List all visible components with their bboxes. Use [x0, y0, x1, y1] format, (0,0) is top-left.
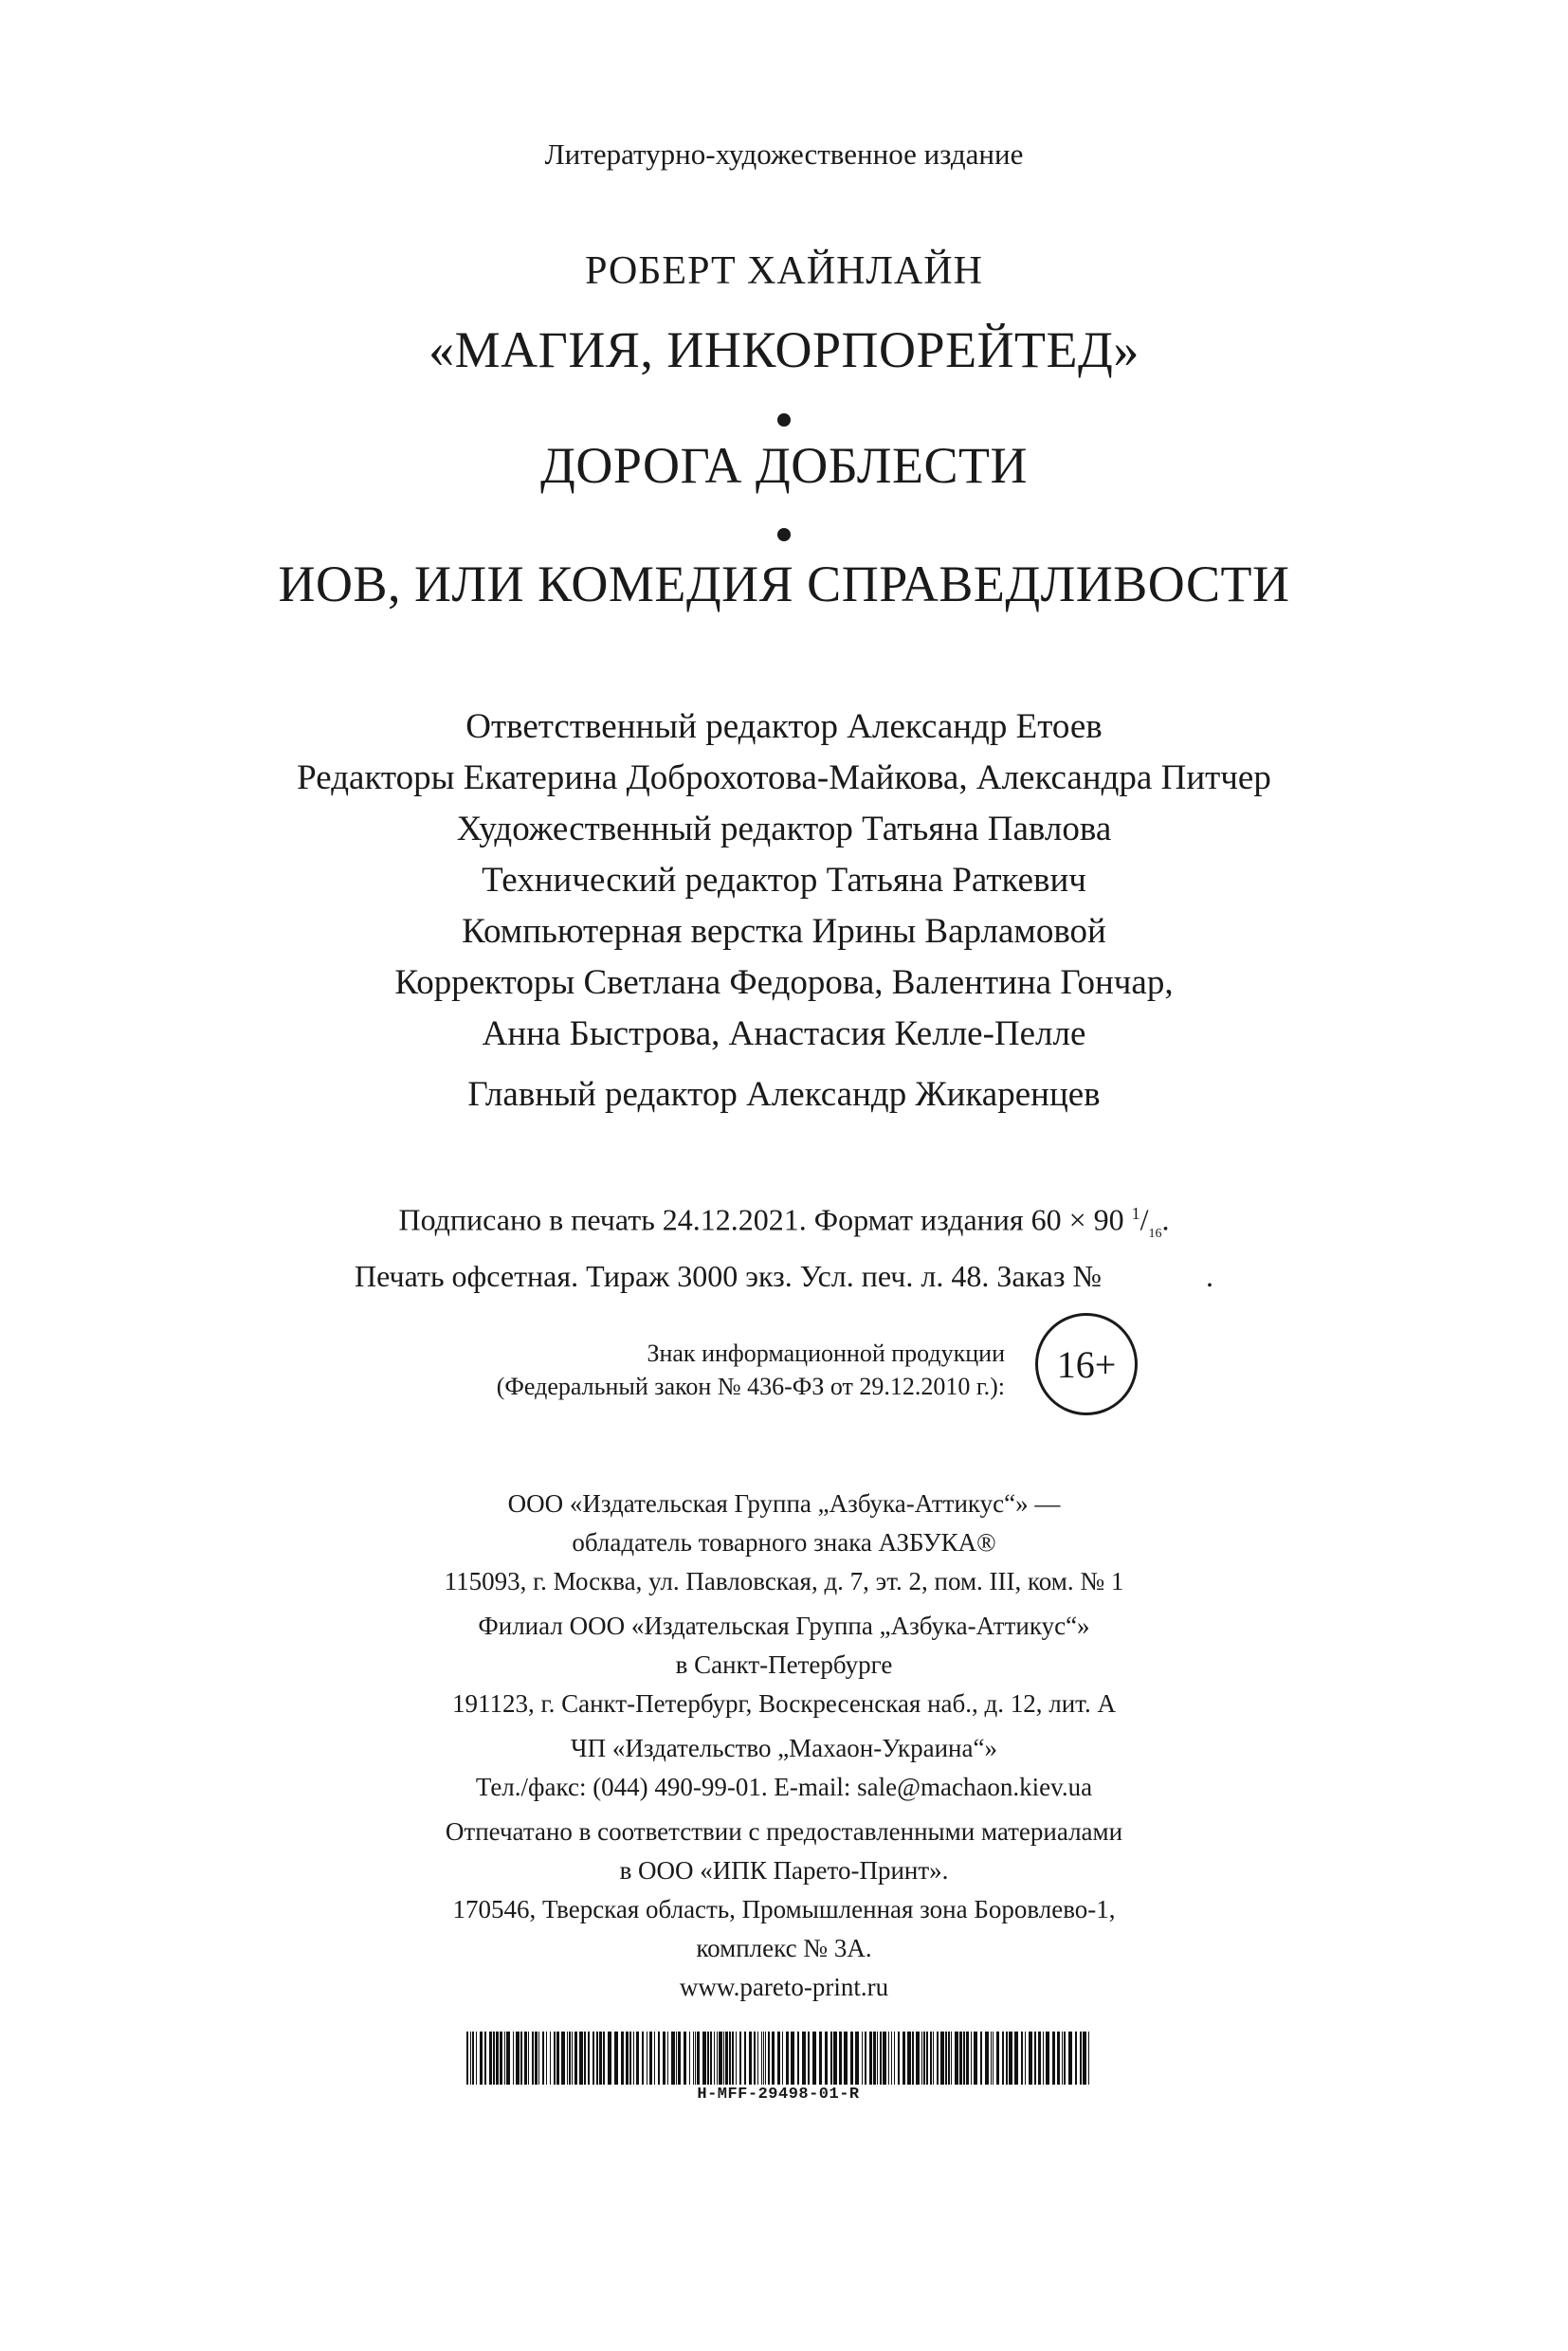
publisher-line: ЧП «Издательство „Махаон-Украина“»	[571, 1734, 997, 1762]
chief-editor: Главный редактор Александр Жикаренцев	[467, 1075, 1101, 1114]
publisher-line: Тел./факс: (044) 490-99-01. E-mail: sale@machaon.kiev.ua	[475, 1773, 1093, 1801]
bullet-separator	[777, 528, 791, 541]
book-title-2: ДОРОГА ДОБЛЕСТИ	[540, 437, 1028, 494]
credit-line: Компьютерная верстка Ирины Варламовой	[462, 912, 1106, 951]
info-sign-line-1: Знак информационной продукции	[647, 1340, 1005, 1367]
fraction-separator: /	[1140, 1202, 1149, 1237]
print-run-end: .	[1206, 1259, 1214, 1294]
publisher-line: 170546, Тверская область, Промышленная зона Боровлево-1,	[452, 1895, 1116, 1923]
publisher-line: Филиал ООО «Издательская Группа „Азбука-Аттикус“»	[478, 1612, 1090, 1640]
credit-line: Технический редактор Татьяна Раткевич	[482, 861, 1086, 900]
print-format-text: Подписано в печать 24.12.2021. Формат издания 60 × 90	[398, 1202, 1132, 1237]
print-format-end: .	[1161, 1202, 1170, 1237]
publisher-line: 115093, г. Москва, ул. Павловская, д. 7, эт. 2, пом. III, ком. № 1	[444, 1567, 1124, 1595]
age-rating-badge: 16+	[1035, 1313, 1138, 1415]
credit-line: Художественный редактор Татьяна Павлова	[456, 810, 1112, 848]
info-product-sign	[360, 1337, 1005, 1403]
publisher-line: Отпечатано в соответствии с предоставленными материалами	[445, 1817, 1123, 1846]
fraction-numerator: 1	[1131, 1204, 1140, 1223]
barcode-text: H-MFF-29498-01-R	[697, 2086, 860, 2104]
info-sign-line-2: (Федеральный закон № 436-ФЗ от 29.12.2010 г.):	[496, 1373, 1005, 1400]
print-info-line-2	[0, 1255, 1568, 1298]
publisher-line: ООО «Издательская Группа „Азбука-Аттикус“» —	[507, 1489, 1061, 1518]
publisher-line: комплекс № 3А.	[696, 1934, 872, 1962]
bullet-separator	[777, 413, 791, 427]
print-info	[0, 1193, 1568, 1298]
publisher-block	[0, 1485, 1568, 2007]
credit-line: Корректоры Светлана Федорова, Валентина Гончар,	[394, 963, 1174, 1002]
credit-line: Ответственный редактор Александр Етоев	[465, 707, 1103, 746]
book-title-3: ИОВ, ИЛИ КОМЕДИЯ СПРАВЕДЛИВОСТИ	[278, 556, 1290, 612]
print-info-line-1	[0, 1193, 1568, 1255]
print-run-text: Печать офсетная. Тираж 3000 экз. Усл. печ. л. 48. Заказ №	[354, 1259, 1103, 1294]
publisher-line: обладатель товарного знака АЗБУКА®	[572, 1528, 996, 1557]
publisher-line: в Санкт-Петербурге	[675, 1650, 893, 1679]
publisher-line: www.pareto-print.ru	[679, 1973, 889, 2001]
publisher-line: 191123, г. Санкт-Петербург, Воскресенская наб., д. 12, лит. А	[452, 1689, 1116, 1718]
credit-line: Анна Быстрова, Анастасия Келле-Пелле	[482, 1014, 1086, 1053]
book-title-1: «МАГИЯ, ИНКОРПОРЕЙТЕД»	[428, 321, 1140, 378]
author-name: РОБЕРТ ХАЙНЛАЙН	[585, 249, 983, 293]
credits-block	[0, 702, 1568, 1060]
barcode-image	[466, 2032, 1090, 2085]
publisher-line: в ООО «ИПК Парето-Принт».	[619, 1856, 949, 1885]
credit-line: Редакторы Екатерина Доброхотова-Майкова, Александра Питчер	[297, 758, 1271, 797]
edition-type: Литературно-художественное издание	[544, 137, 1024, 171]
fraction-denominator: 16	[1148, 1227, 1162, 1242]
